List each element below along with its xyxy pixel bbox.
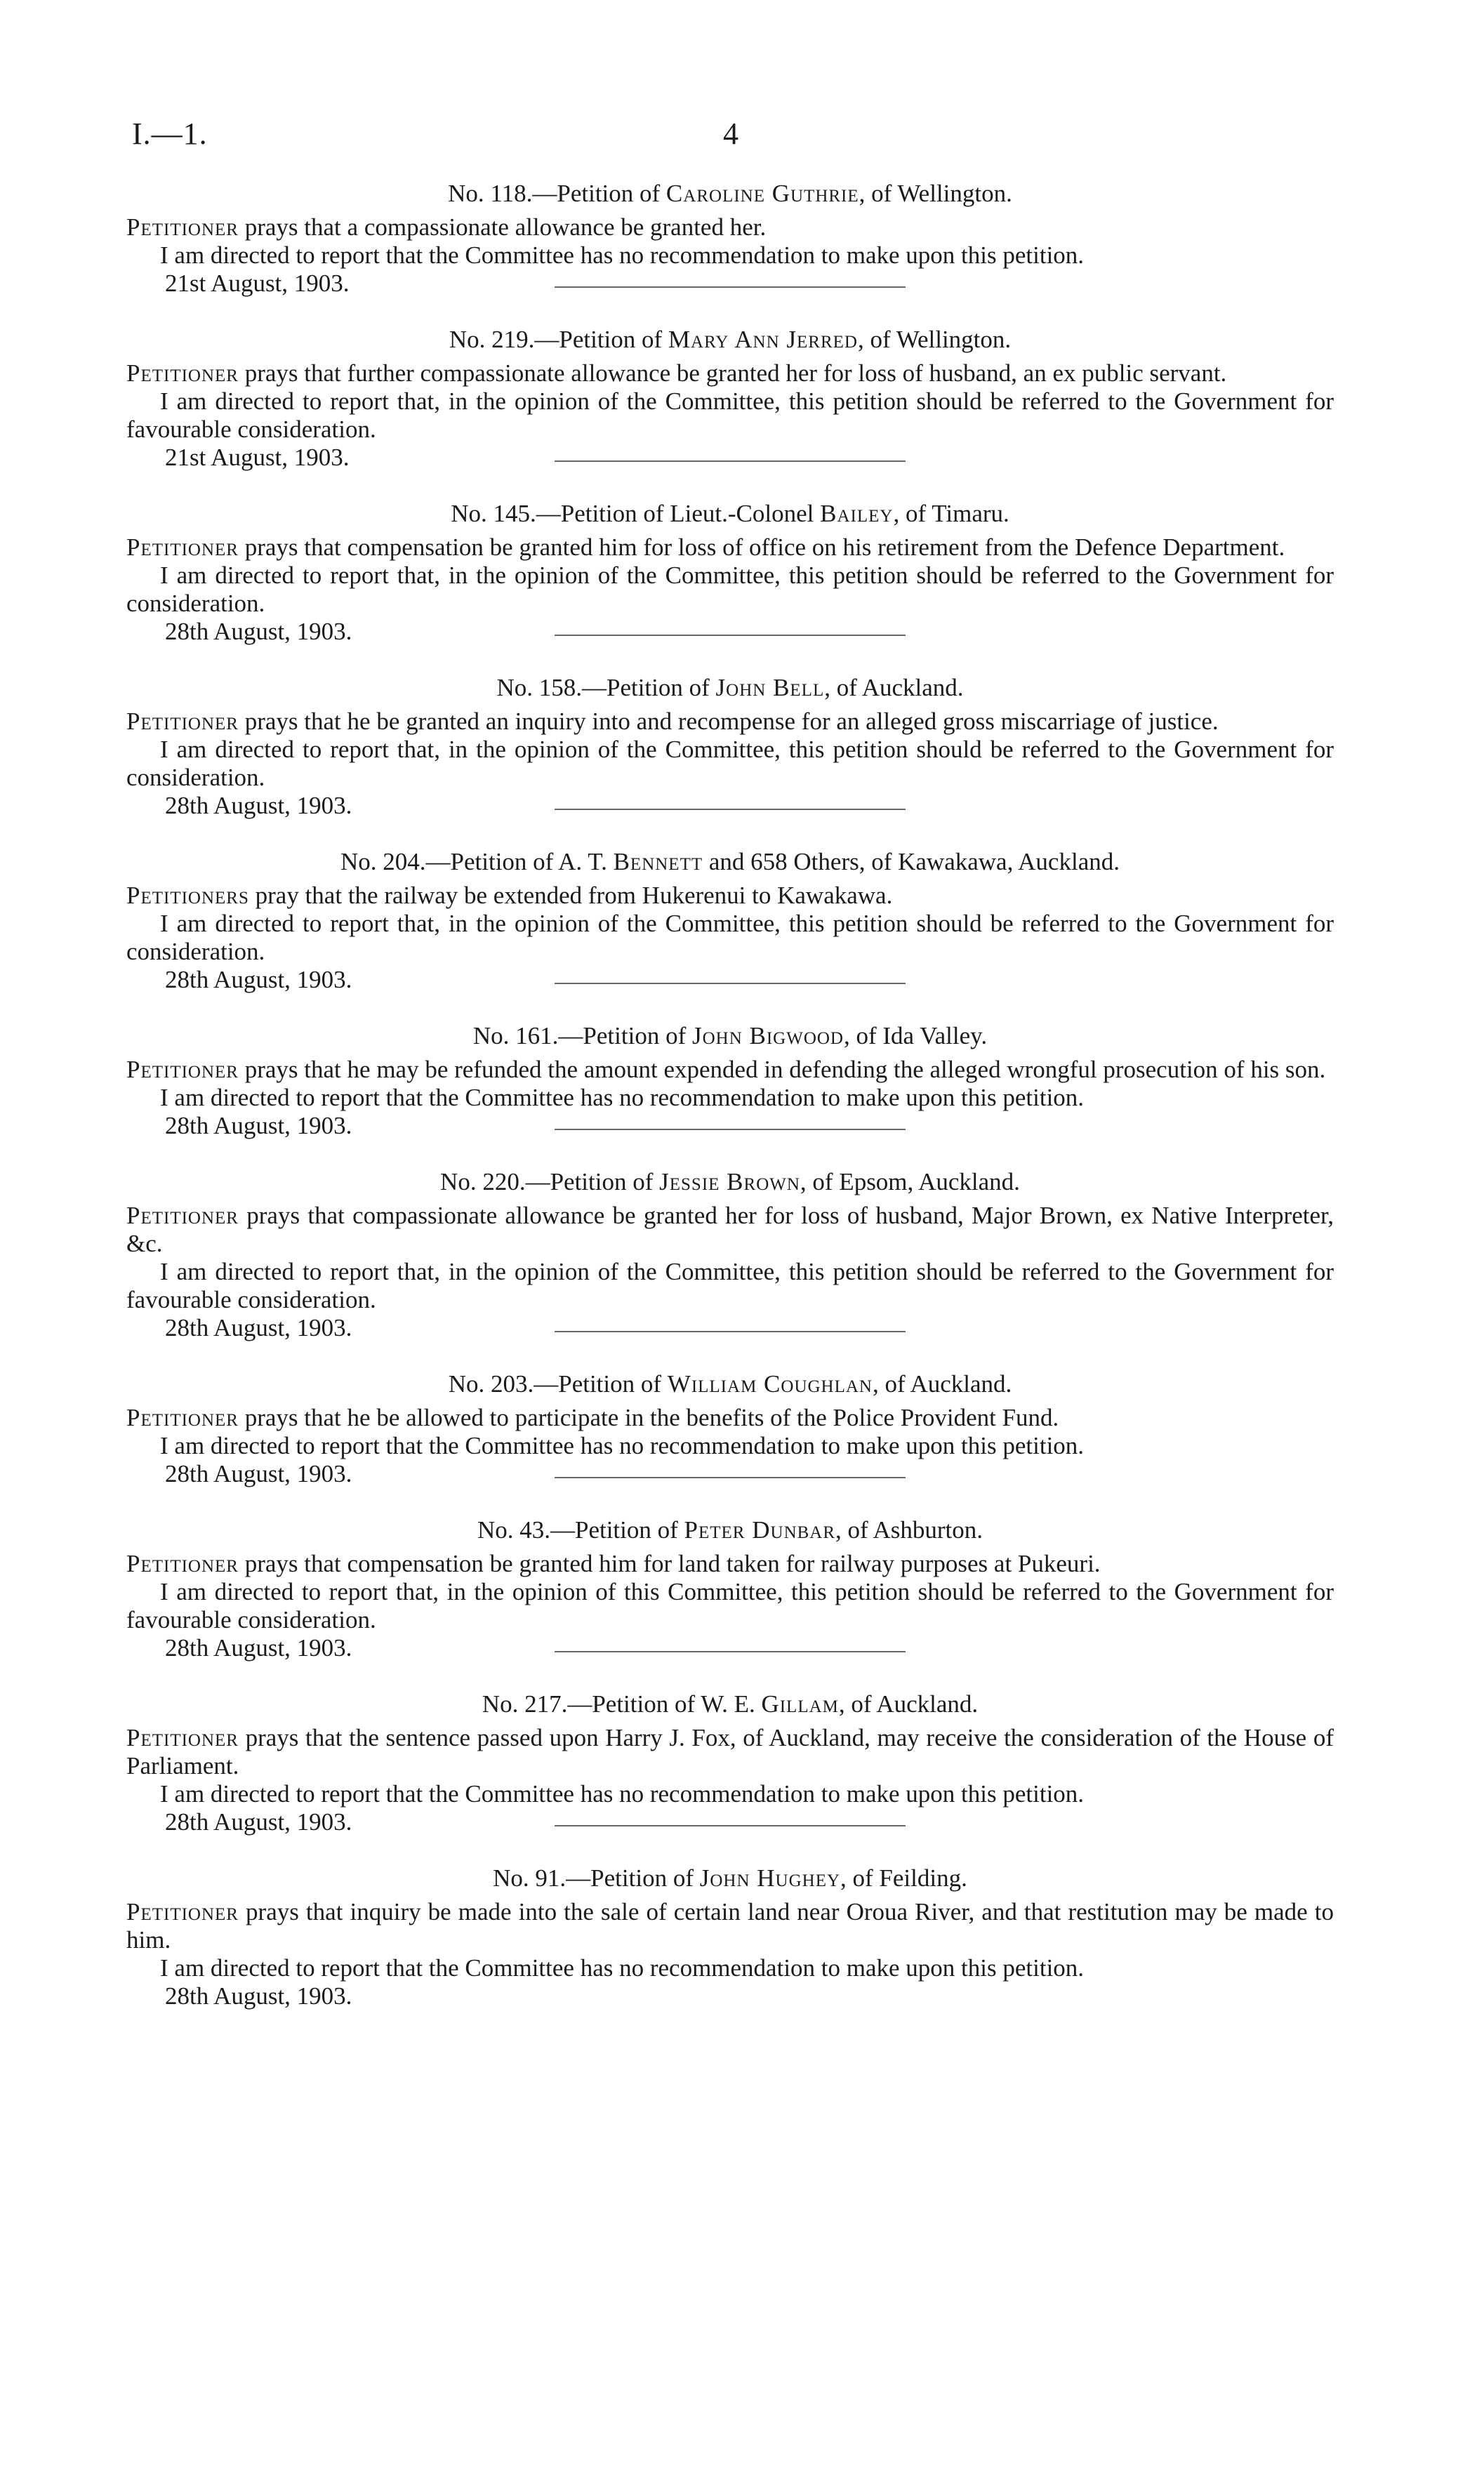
separator-rule	[555, 1331, 906, 1332]
petitioner-label: Petitioner	[126, 1202, 239, 1229]
petition-number: No. 203.—Petition of	[448, 1370, 668, 1398]
report-date: 28th August, 1903.	[165, 1808, 352, 1836]
committee-report: I am directed to report that, in the opinion of the Committee, this petition should be referred to the Government for consideration.	[126, 910, 1334, 965]
committee-report: I am directed to report that, in the opinion of this Committee, this petition should be referred to the Government for favourable consideration.	[126, 1578, 1334, 1633]
prayer-text: prays that he be allowed to participate in the benefits of the Police Provident Fund.	[238, 1404, 1059, 1431]
petition-entry	[126, 180, 1334, 299]
petitioner-name: John Hughey	[699, 1864, 841, 1892]
petition-prayer	[126, 213, 1334, 241]
petition-prayer	[126, 882, 1334, 910]
separator-rule	[555, 460, 906, 462]
petition-entry	[126, 1370, 1334, 1490]
prayer-text: prays that compensation be granted him for land taken for railway purposes at Pukeuri.	[238, 1550, 1101, 1577]
petitioner-name: Mary Ann Jerred	[668, 326, 858, 353]
petition-entry	[126, 848, 1334, 995]
prayer-text: prays that compensation be granted him for loss of office on his retirement from the Defence Department.	[238, 533, 1285, 561]
petition-prayer	[126, 1898, 1334, 1954]
petition-location: , of Auckland.	[838, 1690, 979, 1718]
document-reference: I.—1.	[132, 117, 208, 151]
petitioner-label: Petitioner	[126, 708, 239, 735]
petition-prayer	[126, 1404, 1334, 1432]
petition-prayer	[126, 359, 1334, 387]
petitioner-name: Caroline Guthrie	[665, 180, 859, 207]
committee-report: I am directed to report that the Committee has no recommendation to make upon this petition.	[160, 1780, 1085, 1808]
report-date: 28th August, 1903.	[165, 1982, 352, 2010]
petition-location: , of Ida Valley.	[844, 1022, 988, 1049]
committee-report: I am directed to report that the Committee has no recommendation to make upon this petition.	[160, 1954, 1085, 1982]
petitioner-name: Bailey	[820, 500, 894, 527]
prayer-text: prays that he be granted an inquiry into and recompense for an alleged gross miscarriage of justice.	[238, 708, 1219, 735]
separator-rule	[555, 1129, 906, 1130]
prayer-text: pray that the railway be extended from Hukerenui to Kawakawa.	[249, 882, 893, 909]
petition-title	[126, 848, 1334, 876]
committee-report: I am directed to report that, in the opinion of the Committee, this petition should be referred to the Government for favourable consideration.	[126, 1258, 1334, 1313]
petition-number: No. 217.—Petition of W. E.	[482, 1690, 762, 1718]
petitioner-label: Petitioner	[126, 1724, 239, 1751]
report-date: 28th August, 1903.	[165, 792, 352, 819]
report-date: 21st August, 1903.	[165, 270, 350, 297]
separator-rule	[555, 1477, 906, 1478]
prayer-text: prays that he may be refunded the amount expended in defending the alleged wrongful prosecution of his son.	[238, 1056, 1326, 1083]
petition-title	[126, 1864, 1334, 1892]
petition-title	[126, 1690, 1334, 1718]
petition-title	[126, 326, 1334, 354]
petitioner-name: Jessie Brown	[659, 1168, 800, 1195]
petition-prayer	[126, 1056, 1334, 1084]
petition-number: No. 91.—Petition of	[493, 1864, 700, 1892]
petitioner-label: Petitioner	[126, 1550, 239, 1577]
prayer-text: prays that compassionate allowance be granted her for loss of husband, Major Brown, ex Native Interpreter, &c.	[126, 1202, 1334, 1257]
prayer-text: prays that further compassionate allowance be granted her for loss of husband, an ex public servant.	[238, 359, 1227, 387]
petition-title	[126, 1168, 1334, 1196]
petitioner-name: John Bigwood	[691, 1022, 844, 1049]
petition-entry	[126, 1516, 1334, 1664]
petition-location: , of Wellington.	[859, 180, 1012, 207]
petition-number: No. 118.—Petition of	[448, 180, 666, 207]
committee-report: I am directed to report that, in the opinion of the Committee, this petition should be referred to the Government for consideration.	[126, 736, 1334, 791]
petition-location: , of Auckland.	[824, 674, 964, 701]
petition-entry	[126, 674, 1334, 821]
petitioner-label: Petitioner	[126, 1898, 239, 1925]
report-date: 21st August, 1903.	[165, 444, 350, 471]
petitioner-name: William Coughlan	[667, 1370, 873, 1398]
petition-prayer	[126, 1202, 1334, 1258]
report-date: 28th August, 1903.	[165, 966, 352, 993]
petition-title	[126, 674, 1334, 702]
petitioner-label: Petitioners	[126, 882, 249, 909]
report-date: 28th August, 1903.	[165, 1112, 352, 1139]
prayer-text: prays that the sentence passed upon Harry J. Fox, of Auckland, may receive the consideration of the House of Parliament.	[126, 1724, 1334, 1779]
report-date: 28th August, 1903.	[165, 1634, 352, 1662]
committee-report: I am directed to report that the Committee has no recommendation to make upon this petition.	[160, 1432, 1085, 1459]
page-number: 4	[723, 117, 738, 151]
petition-prayer	[126, 1724, 1334, 1780]
petition-title	[126, 1022, 1334, 1050]
petition-location: and 658 Others, of Kawakawa, Auckland.	[703, 848, 1120, 875]
petition-location: , of Timaru.	[893, 500, 1009, 527]
committee-report: I am directed to report that, in the opinion of the Committee, this petition should be referred to the Government for favourable consideration.	[126, 387, 1334, 443]
petition-title	[126, 1516, 1334, 1544]
separator-rule	[555, 983, 906, 984]
separator-rule	[555, 286, 906, 288]
petition-number: No. 158.—Petition of	[496, 674, 716, 701]
committee-report: I am directed to report that the Committee has no recommendation to make upon this petition.	[160, 1084, 1085, 1111]
petition-entry	[126, 1168, 1334, 1344]
prayer-text: prays that inquiry be made into the sale of certain land near Oroua River, and that restitution may be made to him.	[126, 1898, 1334, 1954]
separator-rule	[555, 635, 906, 636]
petition-entry	[126, 1690, 1334, 1838]
petition-prayer	[126, 1550, 1334, 1578]
petition-number: No. 161.—Petition of	[472, 1022, 692, 1049]
separator-rule	[555, 1825, 906, 1826]
petition-location: , of Ashburton.	[835, 1516, 983, 1544]
separator-rule	[555, 809, 906, 810]
petition-prayer	[126, 533, 1334, 562]
separator-rule	[555, 1651, 906, 1652]
report-date: 28th August, 1903.	[165, 1314, 352, 1341]
petition-location: , of Feilding.	[840, 1864, 967, 1892]
petitioner-label: Petitioner	[126, 359, 239, 387]
petition-title	[126, 500, 1334, 528]
petition-title	[126, 180, 1334, 208]
petitioner-label: Petitioner	[126, 213, 239, 241]
petition-location: , of Auckland.	[872, 1370, 1012, 1398]
petitions-list	[126, 180, 1334, 2010]
petition-prayer	[126, 708, 1334, 736]
petition-title	[126, 1370, 1334, 1398]
petition-location: , of Wellington.	[857, 326, 1012, 353]
report-date: 28th August, 1903.	[165, 618, 352, 645]
petition-number: No. 145.—Petition of Lieut.-Colonel	[451, 500, 821, 527]
petition-number: No. 220.—Petition of	[440, 1168, 660, 1195]
petitioner-name: Bennett	[613, 848, 703, 875]
petition-entry	[126, 500, 1334, 647]
petitioner-name: John Bell	[715, 674, 825, 701]
petitioner-name: Peter Dunbar	[684, 1516, 836, 1544]
petitioner-label: Petitioner	[126, 1056, 239, 1083]
petitioner-label: Petitioner	[126, 533, 239, 561]
petitioner-name: Gillam	[761, 1690, 839, 1718]
prayer-text: prays that a compassionate allowance be granted her.	[238, 213, 767, 241]
petition-entry	[126, 1022, 1334, 1141]
petition-number: No. 204.—Petition of A. T.	[340, 848, 614, 875]
petitioner-label: Petitioner	[126, 1404, 239, 1431]
report-date: 28th August, 1903.	[165, 1460, 352, 1487]
petition-number: No. 43.—Petition of	[477, 1516, 684, 1544]
petition-entry	[126, 1864, 1334, 2010]
committee-report: I am directed to report that the Committee has no recommendation to make upon this petition.	[160, 241, 1085, 269]
committee-report: I am directed to report that, in the opinion of the Committee, this petition should be referred to the Government for consideration.	[126, 562, 1334, 617]
petition-location: , of Epsom, Auckland.	[800, 1168, 1020, 1195]
petition-entry	[126, 326, 1334, 473]
petition-number: No. 219.—Petition of	[449, 326, 668, 353]
